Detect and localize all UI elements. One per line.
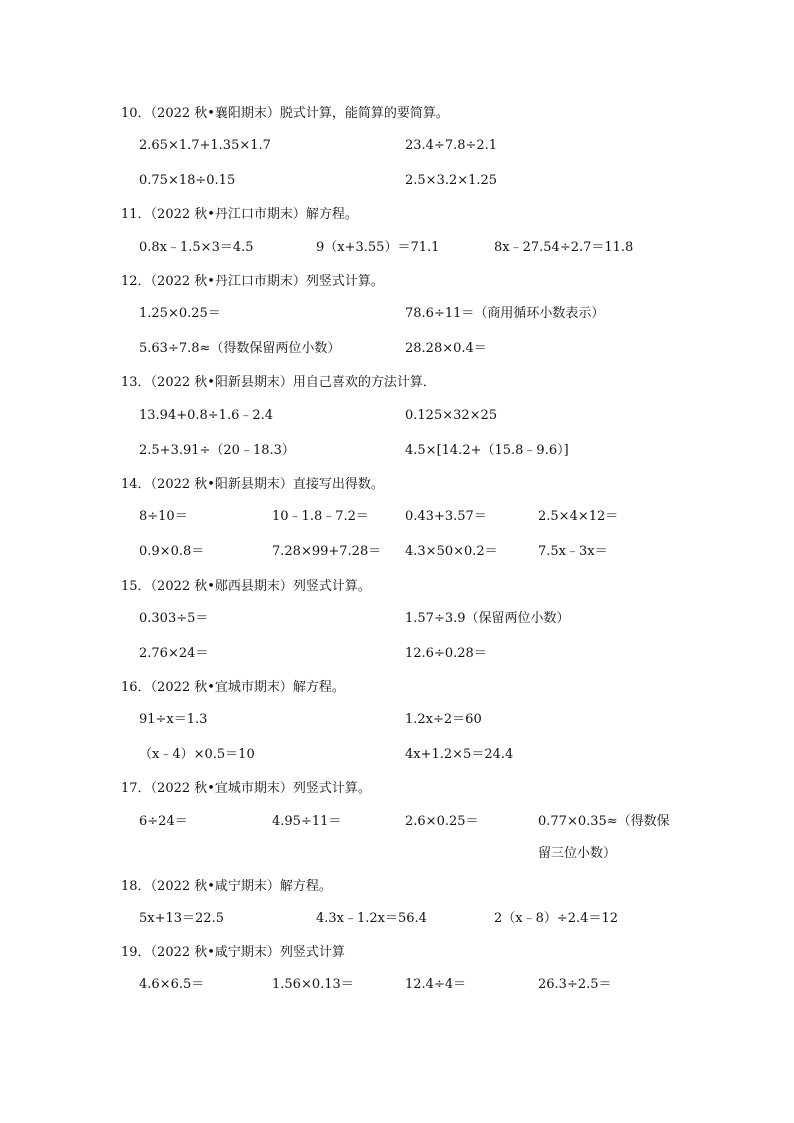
q11-item-3: 8x﹣27.54÷2.7＝11.8 — [494, 240, 634, 255]
q14-item-7: 4.3×50×0.2＝ — [405, 544, 498, 559]
q19-item-1: 4.6×6.5＝ — [139, 977, 205, 992]
q17-item-2: 4.95÷11＝ — [272, 814, 342, 829]
q14-item-6: 7.28×99+7.28＝ — [272, 544, 382, 559]
q18-item-2: 4.3x﹣1.2x＝56.4 — [316, 911, 427, 926]
question-14-header: 14．（2022 秋•阳新县期末）直接写出得数。 — [121, 477, 384, 492]
question-11-header: 11．（2022 秋•丹江口市期末）解方程。 — [121, 207, 358, 222]
q15-item-2: 1.57÷3.9（保留两位小数） — [405, 611, 570, 626]
q14-item-1: 8÷10＝ — [139, 509, 188, 524]
q11-item-2: 9（x+3.55）＝71.1 — [316, 240, 440, 255]
q16-item-2: 1.2x÷2＝60 — [405, 712, 482, 727]
q15-item-1: 0.303÷5＝ — [139, 611, 209, 626]
q13-item-1: 13.94+0.8÷1.6﹣2.4 — [139, 408, 274, 423]
q14-item-5: 0.9×0.8＝ — [139, 544, 205, 559]
q12-item-3: 5.63÷7.8≈（得数保留两位小数） — [139, 341, 341, 356]
q17-item-3: 2.6×0.25＝ — [405, 814, 479, 829]
q12-item-4: 28.28×0.4＝ — [405, 341, 487, 356]
question-10-header: 10．（2022 秋•襄阳期末）脱式计算，能简算的要简算。 — [121, 106, 449, 121]
q14-item-3: 0.43+3.57＝ — [405, 509, 487, 524]
q16-item-3: （x﹣4）×0.5＝10 — [139, 747, 255, 762]
question-18-header: 18．（2022 秋•咸宁期末）解方程。 — [121, 879, 332, 894]
question-16-header: 16．（2022 秋•宜城市期末）解方程。 — [121, 680, 345, 695]
q16-item-4: 4x+1.2×5＝24.4 — [405, 747, 514, 762]
q13-item-3: 2.5+3.91÷（20﹣18.3） — [139, 443, 295, 458]
q10-item-3: 0.75×18÷0.15 — [139, 173, 236, 188]
q16-item-1: 91÷x＝1.3 — [139, 712, 208, 727]
q17-item-4: 0.77×0.35≈（得数保留三位小数） — [538, 814, 670, 861]
q13-item-2: 0.125×32×25 — [405, 408, 498, 423]
q18-item-1: 5x+13＝22.5 — [139, 911, 224, 926]
question-19-header: 19．（2022 秋•咸宁期末）列竖式计算 — [121, 945, 345, 960]
question-13-header: 13．（2022 秋•阳新县期末）用自己喜欢的方法计算． — [121, 375, 436, 390]
q18-item-3: 2（x﹣8）÷2.4＝12 — [494, 911, 618, 926]
q11-item-1: 0.8x﹣1.5×3＝4.5 — [139, 240, 254, 255]
q12-item-1: 1.25×0.25＝ — [139, 306, 221, 321]
q15-item-3: 2.76×24＝ — [139, 646, 209, 661]
question-17-header: 17．（2022 秋•宜城市期末）列竖式计算。 — [121, 781, 371, 796]
q14-item-4: 2.5×4×12＝ — [538, 509, 619, 524]
q19-item-3: 12.4÷4＝ — [405, 977, 467, 992]
q10-item-2: 23.4÷7.8÷2.1 — [405, 138, 498, 153]
q14-item-2: 10﹣1.8﹣7.2＝ — [272, 509, 369, 524]
q10-item-1: 2.65×1.7+1.35×1.7 — [139, 138, 271, 153]
q17-item-1: 6÷24＝ — [139, 814, 188, 829]
question-15-header: 15．（2022 秋•郧西县期末）列竖式计算。 — [121, 579, 371, 594]
q19-item-4: 26.3÷2.5＝ — [538, 977, 612, 992]
q19-item-2: 1.56×0.13＝ — [272, 977, 354, 992]
q12-item-2: 78.6÷11＝（商用循环小数表示） — [405, 306, 605, 321]
q13-item-4: 4.5×[14.2+（15.8﹣9.6）] — [405, 443, 569, 458]
q14-item-8: 7.5x﹣3x＝ — [538, 544, 608, 559]
question-12-header: 12．（2022 秋•丹江口市期末）列竖式计算。 — [121, 274, 384, 289]
q15-item-4: 12.6÷0.28＝ — [405, 646, 487, 661]
q10-item-4: 2.5×3.2×1.25 — [405, 173, 498, 188]
